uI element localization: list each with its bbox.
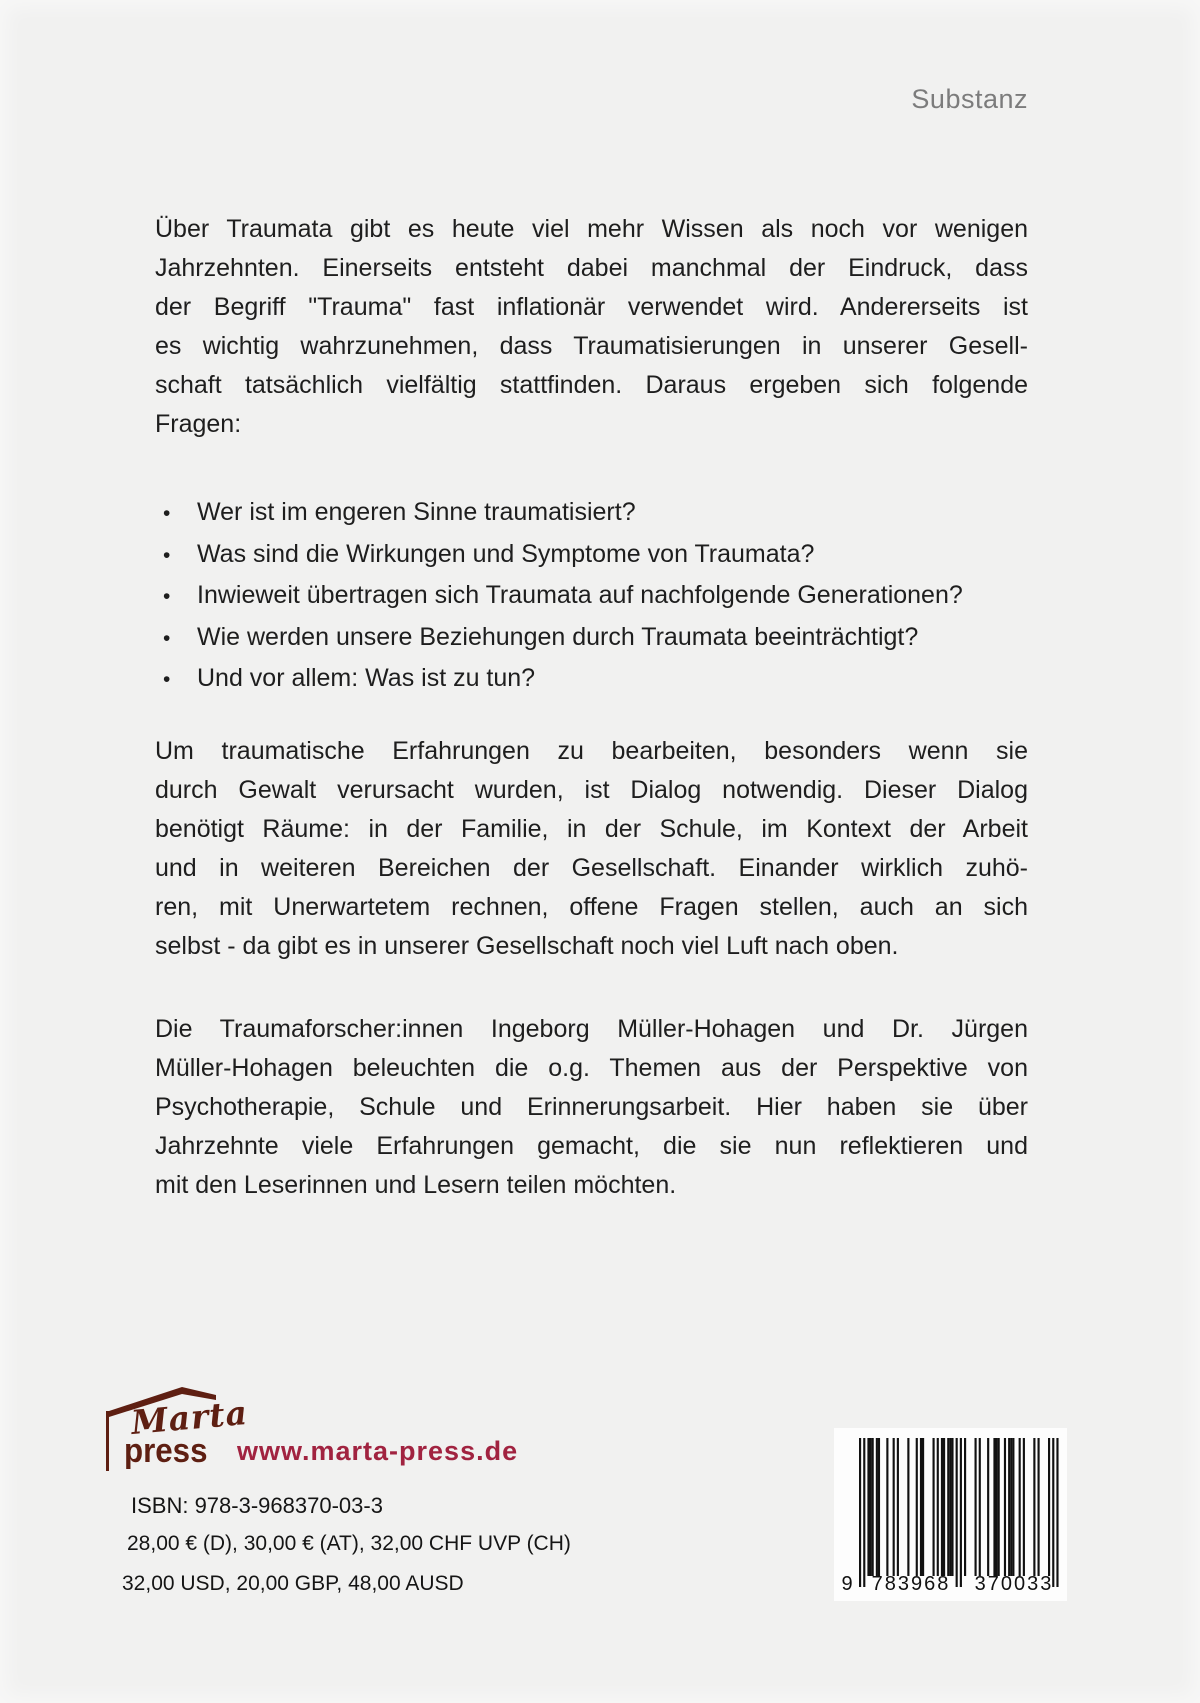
text-line: durch Gewalt verursacht wurden, ist Dialog notwendig. Dieser Dialog	[155, 776, 1028, 804]
barcode	[834, 1428, 1067, 1601]
publisher-logo-bold: press	[124, 1432, 208, 1470]
text-line: selbst - da gibt es in unserer Gesellschaft noch viel Luft nach oben.	[155, 932, 899, 960]
authors-paragraph	[155, 1010, 1028, 1205]
text-line: der Begriff "Trauma" fast inflationär verwendet wird. Andererseits ist	[155, 293, 1028, 321]
bullet-text: Und vor allem: Was ist zu tun?	[197, 664, 536, 692]
barcode-bars	[859, 1438, 1060, 1588]
bullet-text: Wer ist im engeren Sinne traumatisiert?	[197, 498, 636, 526]
text-line: Psychotherapie, Schule und Erinnerungsarbeit. Hier haben sie über	[155, 1093, 1028, 1121]
text-line: Jahrzehnten. Einerseits entsteht dabei manchmal der Eindruck, dass	[155, 254, 1028, 282]
text-line: es wichtig wahrzunehmen, dass Traumatisierungen in unserer Gesell-	[155, 332, 1028, 360]
list-item	[155, 534, 1028, 576]
series-label: Substanz	[911, 84, 1028, 114]
text-line: und in weiteren Bereichen der Gesellschaft. Einander wirklich zuhö-	[155, 854, 1028, 882]
list-item	[155, 492, 1028, 534]
text-line: Jahrzehnte viele Erfahrungen gemacht, die sie nun reflektieren und	[155, 1132, 1028, 1160]
text-line: Die Traumaforscher:innen Ingeborg Müller-Hohagen und Dr. Jürgen	[155, 1015, 1028, 1043]
dialog-paragraph	[155, 732, 1028, 966]
text-line: ren, mit Unerwartetem rechnen, offene Fragen stellen, auch an sich	[155, 893, 1028, 921]
text-line: mit den Leserinnen und Lesern teilen möchten.	[155, 1171, 677, 1199]
bullet-text: Wie werden unsere Beziehungen durch Traumata beeinträchtigt?	[197, 622, 919, 651]
questions-list	[155, 492, 1028, 700]
barcode-digit-first: 9	[841, 1573, 853, 1595]
text-line: benötigt Räume: in der Familie, in der Schule, im Kontext der Arbeit	[155, 815, 1028, 843]
intro-paragraph	[155, 210, 1028, 444]
bullet-text: Inwieweit übertragen sich Traumata auf nachfolgende Generationen?	[197, 581, 963, 609]
bullet-icon: •	[163, 543, 171, 567]
text-line: schaft tatsächlich vielfältig stattfinden. Daraus ergeben sich folgende	[155, 371, 1028, 399]
list-item	[155, 617, 1028, 659]
list-item	[155, 575, 1028, 617]
list-item	[155, 658, 1028, 700]
bullet-icon: •	[163, 502, 171, 525]
barcode-digits-right: 370033	[974, 1573, 1054, 1595]
barcode-digits-left: 783968	[871, 1573, 951, 1595]
bullet-icon: •	[163, 626, 171, 650]
publisher-website: www.marta-press.de	[237, 1436, 519, 1466]
bullet-text: Was sind die Wirkungen und Symptome von Traumata?	[197, 539, 815, 568]
text-line: Um traumatische Erfahrungen zu bearbeiten, besonders wenn sie	[155, 737, 1028, 765]
bullet-icon: •	[163, 668, 171, 691]
text-line: Müller-Hohagen beleuchten die o.g. Themen aus der Perspektive von	[155, 1054, 1028, 1082]
isbn-text: ISBN: 978-3-968370-03-3	[131, 1493, 383, 1518]
text-line: Über Traumata gibt es heute viel mehr Wissen als noch vor wenigen	[155, 215, 1028, 243]
price-line-eur: 28,00 € (D), 30,00 € (AT), 32,00 CHF UVP (CH)	[127, 1532, 571, 1555]
price-line-intl: 32,00 USD, 20,00 GBP, 48,00 AUSD	[122, 1572, 464, 1595]
bullet-icon: •	[163, 585, 171, 608]
publisher-logo-script: Marta	[129, 1392, 250, 1443]
text-line: Fragen:	[155, 410, 242, 438]
